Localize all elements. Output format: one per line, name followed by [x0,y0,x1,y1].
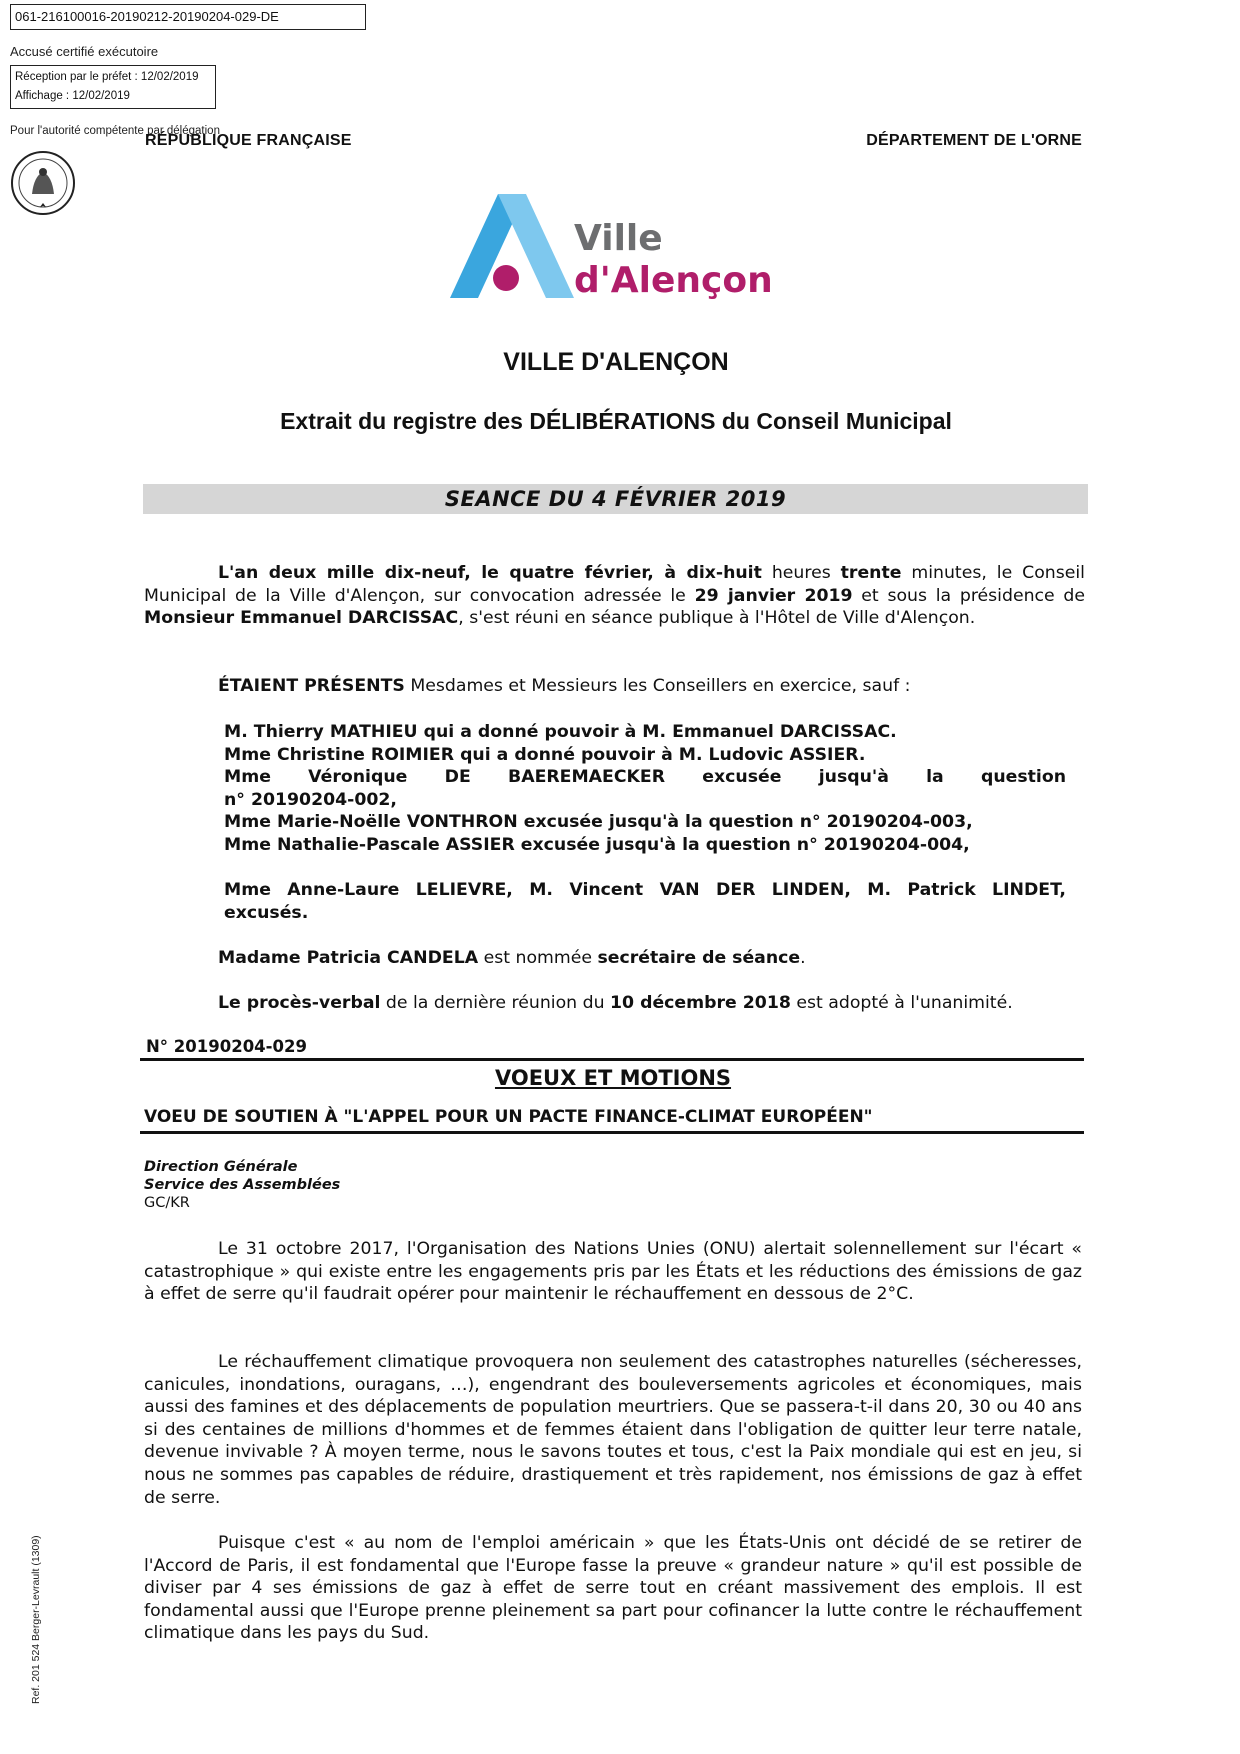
ville-alencon-logo [450,190,790,305]
pv-text: de la dernière réunion du [380,993,611,1013]
page-title: VILLE D'ALENÇON [503,348,729,376]
absent-item: M. Thierry MATHIEU qui a donné pouvoir à M. Emmanuel DARCISSAC. [224,722,897,742]
header-departement: DÉPARTEMENT DE L'ORNE [866,132,1082,149]
reference-number: 061-216100016-20190212-20190204-029-DE [15,9,279,24]
presents-text: Mesdames et Messieurs les Conseillers en exercice, sauf : [404,676,911,696]
absent-item: n° 20190204-002, [224,789,397,810]
body-paragraph-3: Puisque c'est « au nom de l'emploi américain » que les États-Unis ont décidé de se retirer de l'Accord de Paris, il est fondamental que l'Europe fasse la preuve « grandeur nature » qu'il est possible de diviser par 4 ses émissions de gaz à effet de serre tout en créant massivement des emplois. Il est fondamental aussi que l'Europe prenne pleinement sa part pour cofinancer la lutte contre le réchauffement climatique dans les pays du Sud. [144,1533,1082,1644]
prefecture-seal [10,150,76,216]
absent-item: Mme Nathalie-Pascale ASSIER excusée jusqu'à la question n° 20190204-004, [224,834,970,855]
secretaire-text: . [800,948,806,968]
excuses-line: excusés. [224,902,309,923]
body-paragraph-1: Le 31 octobre 2017, l'Organisation des Nations Unies (ONU) alertait solennellement sur l'écart « catastrophique » qui existe entre les engagements pris par les États et les réductions des émissions de gaz à effet de serre qu'il faudrait opérer pour maintenir le réchauffement en dessous de 2°C. [144,1239,1082,1305]
intro-paragraph [144,562,1085,630]
intro-trente: trente [840,563,902,583]
deliberation-title: VOEU DE SOUTIEN À "L'APPEL POUR UN PACTE FINANCE-CLIMAT EUROPÉEN" [144,1107,873,1127]
body-paragraph-2: Le réchauffement climatique provoquera non seulement des catastrophes naturelles (sécheresses, canicules, inondations, ouragans, …), engendrant des bouleversements agricoles et économiques, mais aussi des famines et des déplacements de population meurtriers. Que se passera-t-il dans 20, 30 ou 40 ans si des centaines de millions d'hommes et de femmes étaient dans l'obligation de quitter leur terre natale, devenue invivable ? À moyen terme, nous le savons toutes et tous, c'est la Paix mondiale qui est en jeu, si nous ne sommes pas capables de réduire, drastiquement et très rapidement, nos émissions de gaz à effet de serre. [144,1352,1082,1508]
intro-text: et sous la présidence de [852,585,1086,606]
secretaire-role: secrétaire de séance [597,948,801,968]
margin-reference: Ref. 201 524 Berger-Levrault (1309) [30,1535,42,1704]
intro-date-text: L'an deux mille dix-neuf, le quatre février, à dix-huit [218,563,762,583]
reception-box [10,65,216,109]
pv-line [218,992,1098,1015]
intro-text: , s'est réuni en séance publique à l'Hôtel de Ville d'Alençon. [458,608,976,629]
intro-text: heures [761,563,841,583]
excuses-line: Mme Anne-Laure LELIEVRE, M. Vincent VAN DER LINDEN, M. Patrick LINDET, [224,880,1066,900]
reception-date: Réception par le préfet : 12/02/2019 [15,71,199,83]
absent-item: Mme Véronique DE BAEREMAECKER excusée jusqu'à la question [224,767,1066,788]
president-name: Monsieur Emmanuel DARCISSAC [144,608,459,629]
absents-list [224,721,1066,857]
service-direction: Direction Générale [144,1159,298,1175]
intro-text: minutes, le Conseil Municipal de la Ville d'Alençon, sur convocation adressée le [144,563,1085,606]
pv-text: est adopté à l'unanimité. [790,993,1013,1013]
certified-label: Accusé certifié exécutoire [10,44,159,59]
section-divider-top [140,1058,1084,1061]
authority-label: Pour l'autorité compétente par délégation [10,125,220,137]
page-subtitle: Extrait du registre des DÉLIBÉRATIONS du Conseil Municipal [280,408,952,434]
section-title: VOEUX ET MOTIONS [494,1066,732,1090]
reference-box [10,4,366,30]
service-assemblees: Service des Assemblées [144,1177,341,1193]
seance-banner [143,484,1088,514]
excuses-block [224,879,1066,924]
secretaire-line [218,947,1088,970]
section-divider-bottom [140,1131,1084,1134]
presents-line [218,675,1088,698]
seance-date: SEANCE DU 4 FÉVRIER 2019 [444,487,787,511]
affichage-date: Affichage : 12/02/2019 [15,90,130,102]
presents-label: ÉTAIENT PRÉSENTS [218,676,405,696]
logo-ville: Ville [574,218,663,259]
pv-date: 10 décembre 2018 [610,993,791,1013]
absent-item: Mme Christine ROIMIER qui a donné pouvoir à M. Ludovic ASSIER. [224,744,866,765]
service-initials: GC/KR [144,1195,190,1211]
secretaire-name: Madame Patricia CANDELA [218,948,479,968]
header-republique: RÉPUBLIQUE FRANÇAISE [145,132,352,149]
logo-alencon: d'Alençon [574,260,773,301]
secretaire-text: est nommée [478,948,598,968]
service-block [144,1158,340,1212]
convocation-date: 29 janvier 2019 [694,585,853,606]
deliberation-number: N° 20190204-029 [146,1037,307,1056]
pv-label: Le procès-verbal [218,993,381,1013]
absent-item: Mme Marie-Noëlle VONTHRON excusée jusqu'à la question n° 20190204-003, [224,812,973,833]
